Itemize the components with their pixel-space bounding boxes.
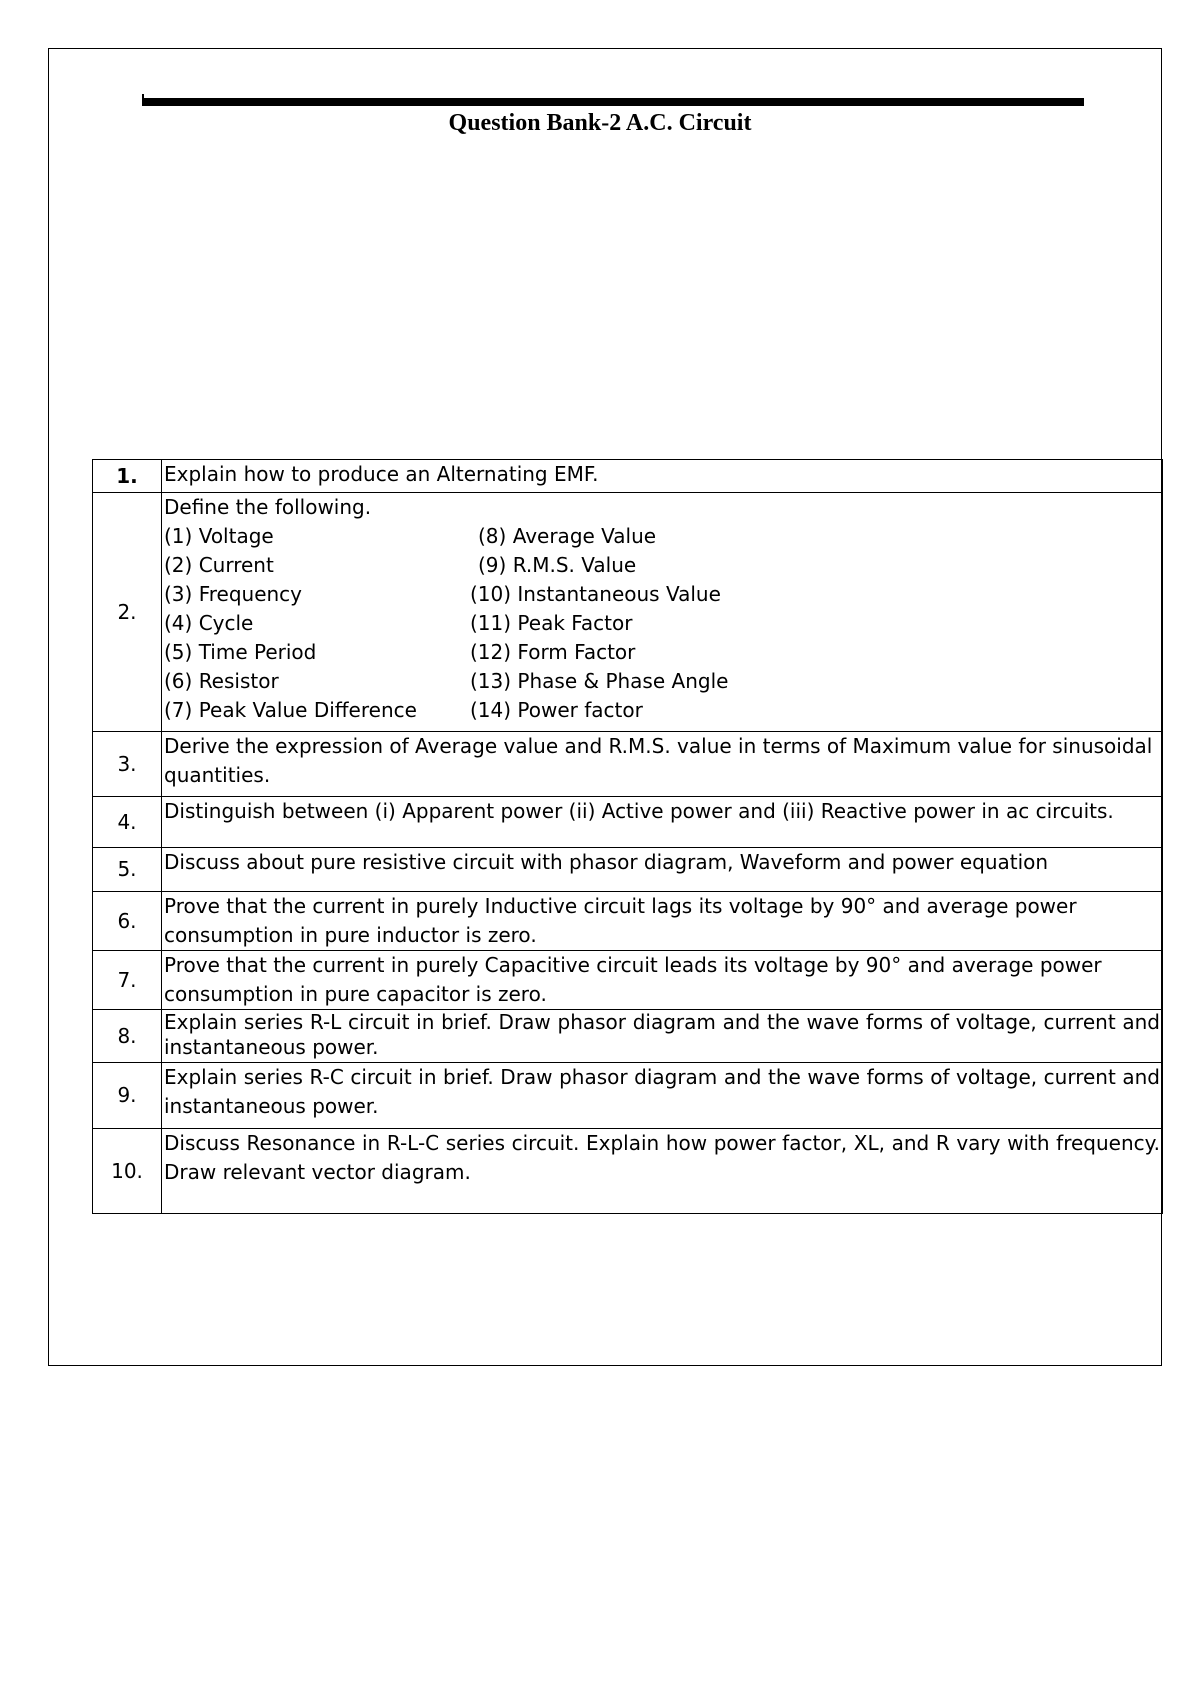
definition-item: (8) Average Value <box>478 524 657 548</box>
question-text: Prove that the current in purely Capacitive circuit leads its voltage by 90° and average power consumption in pure capacitor is zero. <box>162 951 1163 1010</box>
table-row <box>93 951 1163 1010</box>
table-row <box>93 460 1163 493</box>
header-rule <box>142 98 1084 106</box>
question-definitions <box>162 493 1163 732</box>
definition-list <box>164 522 1160 725</box>
table-row <box>93 797 1163 848</box>
table-row <box>93 848 1163 892</box>
definition-item: (10) Instantaneous Value <box>470 582 721 606</box>
question-text: Explain how to produce an Alternating EMF. <box>162 460 1163 493</box>
question-number: 10. <box>93 1129 162 1214</box>
definition-item: (9) R.M.S. Value <box>478 553 637 577</box>
definition-item: (4) Cycle <box>164 611 254 635</box>
table-row <box>93 1063 1163 1129</box>
definition-item: (7) Peak Value Difference <box>164 698 417 722</box>
definition-item: (6) Resistor <box>164 669 279 693</box>
definition-item: (14) Power factor <box>470 698 643 722</box>
table-row <box>93 493 1163 732</box>
table-row <box>93 732 1163 797</box>
definition-item: (3) Frequency <box>164 582 303 606</box>
question-number: 2. <box>93 493 162 732</box>
page-title: Question Bank-2 A.C. Circuit <box>448 110 752 136</box>
definition-item: (11) Peak Factor <box>470 611 633 635</box>
question-text: Prove that the current in purely Inductive circuit lags its voltage by 90° and average power consumption in pure inductor is zero. <box>162 892 1163 951</box>
table-row <box>93 1010 1163 1063</box>
question-text: Discuss Resonance in R-L-C series circuit. Explain how power factor, XL, and R vary with frequency. Draw relevant vector diagram. <box>162 1129 1163 1214</box>
question-table <box>92 459 1163 1214</box>
question-number: 7. <box>93 951 162 1010</box>
question-number: 8. <box>93 1010 162 1063</box>
table-row <box>93 1129 1163 1214</box>
definition-item: (5) Time Period <box>164 640 317 664</box>
question-text: Distinguish between (i) Apparent power (ii) Active power and (iii) Reactive power in ac circuits. <box>162 797 1163 848</box>
definition-item: (12) Form Factor <box>470 640 636 664</box>
table-row <box>93 892 1163 951</box>
definition-item: (2) Current <box>164 553 274 577</box>
question-number: 5. <box>93 848 162 892</box>
definition-item: (1) Voltage <box>164 524 274 548</box>
question-text: Derive the expression of Average value and R.M.S. value in terms of Maximum value for sinusoidal quantities. <box>162 732 1163 797</box>
question-number: 9. <box>93 1063 162 1129</box>
question-number: 3. <box>93 732 162 797</box>
definition-item: (13) Phase & Phase Angle <box>470 669 729 693</box>
question-number: 6. <box>93 892 162 951</box>
question-text: Explain series R-C circuit in brief. Draw phasor diagram and the wave forms of voltage, current and instantaneous power. <box>162 1063 1163 1129</box>
question-text: Explain series R-L circuit in brief. Draw phasor diagram and the wave forms of voltage, current and instantaneous power. <box>162 1010 1163 1063</box>
question-text: Discuss about pure resistive circuit with phasor diagram, Waveform and power equation <box>162 848 1163 892</box>
question-intro: Define the following. <box>164 495 372 519</box>
question-number: 4. <box>93 797 162 848</box>
question-number: 1. <box>93 460 162 493</box>
